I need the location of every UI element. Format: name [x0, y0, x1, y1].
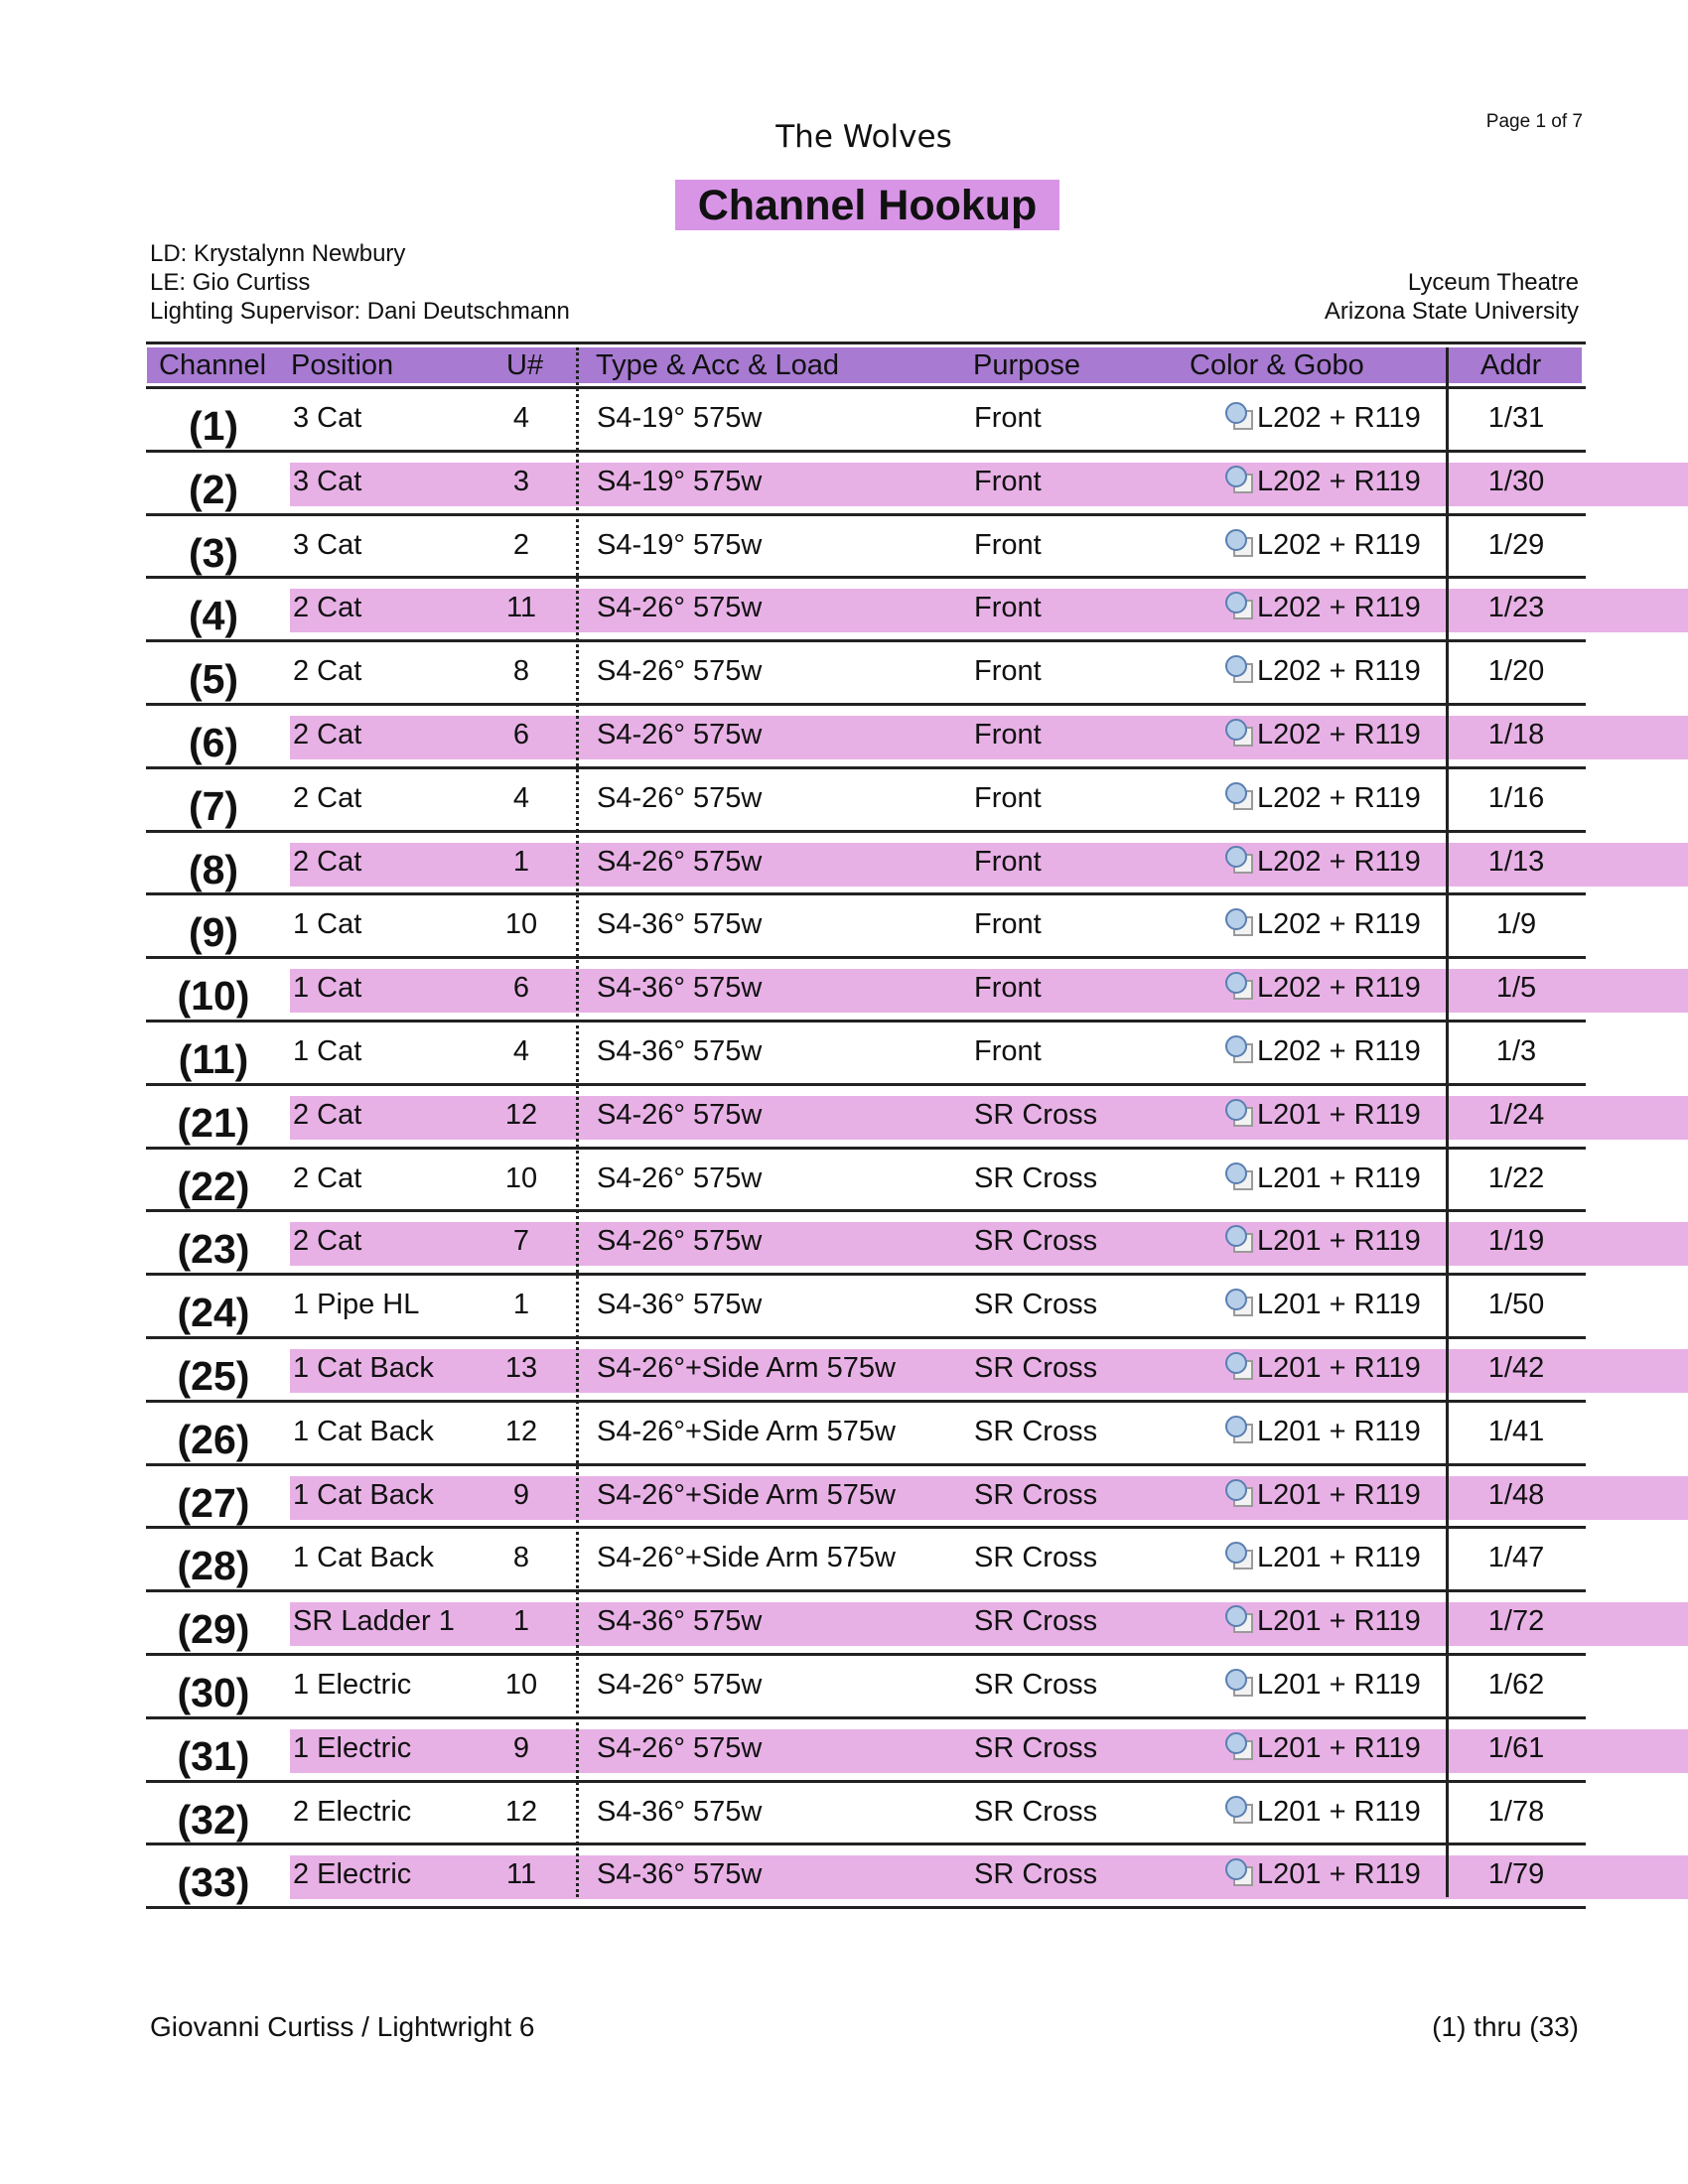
channel-number: (33) — [177, 1859, 250, 1906]
position-cell: 2 Cat — [293, 1098, 362, 1131]
color-value: L201 + R119 — [1257, 1225, 1421, 1258]
purpose-cell: SR Cross — [974, 1731, 1098, 1764]
color-cell — [1225, 1032, 1421, 1070]
channel-number: (22) — [177, 1162, 250, 1209]
color-value: L202 + R119 — [1257, 465, 1421, 497]
purpose-cell: Front — [974, 718, 1042, 751]
address-cell: 1/31 — [1487, 402, 1545, 434]
position-cell: 1 Pipe HL — [293, 1289, 420, 1321]
color-cell — [1225, 652, 1421, 690]
color-value: L201 + R119 — [1257, 1289, 1421, 1321]
color-swatch-icon — [1225, 846, 1255, 876]
purpose-cell: SR Cross — [974, 1542, 1098, 1574]
color-swatch-icon — [1225, 592, 1255, 621]
lighting-supervisor: Lighting Supervisor: Dani Deutschmann — [150, 298, 570, 325]
position-cell: 2 Cat — [293, 781, 362, 814]
color-value: L201 + R119 — [1257, 1098, 1421, 1131]
type-cell: S4-26° 575w — [597, 1098, 763, 1131]
position-cell: 3 Cat — [293, 465, 362, 497]
unit-cell: 12 — [504, 1415, 538, 1447]
table-row — [146, 386, 1586, 450]
color-value: L201 + R119 — [1257, 1858, 1421, 1891]
address-cell: 1/42 — [1487, 1351, 1545, 1384]
address-cell: 1/61 — [1487, 1731, 1545, 1764]
table-row — [146, 576, 1586, 639]
unit-cell: 10 — [504, 1161, 538, 1194]
type-cell: S4-19° 575w — [597, 528, 763, 561]
unit-cell: 6 — [512, 972, 530, 1005]
color-value: L202 + R119 — [1257, 845, 1421, 878]
address-cell: 1/23 — [1487, 592, 1545, 624]
color-swatch-icon — [1225, 1035, 1255, 1065]
color-swatch-icon — [1225, 402, 1255, 432]
color-cell — [1225, 843, 1421, 881]
venue-name: Lyceum Theatre — [1407, 269, 1579, 296]
color-swatch-icon — [1225, 1605, 1255, 1635]
purpose-cell: SR Cross — [974, 1289, 1098, 1321]
table-row — [146, 1526, 1586, 1589]
color-cell — [1225, 1096, 1421, 1134]
color-cell — [1225, 1666, 1421, 1704]
unit-cell: 4 — [512, 781, 530, 814]
position-cell: 1 Cat — [293, 972, 362, 1005]
color-value: L201 + R119 — [1257, 1605, 1421, 1638]
purpose-cell: SR Cross — [974, 1795, 1098, 1828]
channel-number: (28) — [177, 1543, 250, 1589]
color-value: L202 + R119 — [1257, 655, 1421, 688]
purpose-cell: SR Cross — [974, 1478, 1098, 1511]
type-cell: S4-26° 575w — [597, 1668, 763, 1701]
table-row — [146, 1336, 1586, 1400]
address-cell: 1/3 — [1495, 1034, 1537, 1067]
type-cell: S4-26°+Side Arm 575w — [597, 1351, 896, 1384]
unit-cell: 8 — [512, 1542, 530, 1574]
type-cell: S4-19° 575w — [597, 465, 763, 497]
address-cell: 1/48 — [1487, 1478, 1545, 1511]
table-top-rule — [146, 341, 1586, 344]
channel-number: (27) — [177, 1479, 250, 1526]
column-header-purpose: Purpose — [973, 349, 1081, 381]
purpose-cell: Front — [974, 845, 1042, 878]
unit-cell: 1 — [512, 1605, 530, 1638]
table-row — [146, 1780, 1586, 1843]
position-cell: 3 Cat — [293, 402, 362, 434]
channel-number: (11) — [178, 1035, 249, 1082]
color-swatch-icon — [1225, 1225, 1255, 1255]
color-cell — [1225, 463, 1421, 500]
position-cell: 1 Electric — [293, 1668, 412, 1701]
color-value: L202 + R119 — [1257, 718, 1421, 751]
unit-cell: 11 — [505, 592, 537, 624]
channel-number: (1) — [188, 403, 239, 449]
position-cell: 1 Cat Back — [293, 1351, 434, 1384]
color-swatch-icon — [1225, 1289, 1255, 1318]
purpose-cell: SR Cross — [974, 1225, 1098, 1258]
position-cell: 1 Cat Back — [293, 1415, 434, 1447]
credits-block — [150, 239, 570, 326]
color-swatch-icon — [1225, 1416, 1255, 1445]
color-cell — [1225, 1222, 1421, 1260]
position-cell: SR Ladder 1 — [293, 1605, 455, 1638]
footer-range: (1) thru (33) — [1432, 2011, 1579, 2042]
color-value: L201 + R119 — [1257, 1415, 1421, 1447]
table-row — [146, 1716, 1586, 1780]
unit-cell: 3 — [512, 465, 530, 497]
channel-number: (24) — [177, 1290, 250, 1336]
color-value: L202 + R119 — [1257, 1034, 1421, 1067]
unit-cell: 1 — [512, 845, 530, 878]
color-value: L202 + R119 — [1257, 592, 1421, 624]
table-row — [146, 1463, 1586, 1527]
channel-number: (4) — [188, 593, 239, 639]
purpose-cell: SR Cross — [974, 1605, 1098, 1638]
address-cell: 1/62 — [1487, 1668, 1545, 1701]
type-cell: S4-26° 575w — [597, 845, 763, 878]
type-cell: S4-26° 575w — [597, 1731, 763, 1764]
purpose-cell: Front — [974, 465, 1042, 497]
color-swatch-icon — [1225, 1099, 1255, 1129]
table-row — [146, 1209, 1586, 1273]
position-cell: 2 Cat — [293, 1161, 362, 1194]
color-value: L201 + R119 — [1257, 1542, 1421, 1574]
table-row — [146, 1400, 1586, 1463]
table-row — [146, 1589, 1586, 1653]
unit-cell: 6 — [512, 718, 530, 751]
color-swatch-icon — [1225, 655, 1255, 685]
color-value: L201 + R119 — [1257, 1478, 1421, 1511]
color-value: L202 + R119 — [1257, 908, 1421, 941]
type-cell: S4-26°+Side Arm 575w — [597, 1542, 896, 1574]
channel-number: (6) — [188, 719, 239, 765]
address-cell: 1/13 — [1487, 845, 1545, 878]
purpose-cell: Front — [974, 1034, 1042, 1067]
institution-name: Arizona State University — [1324, 298, 1579, 325]
channel-number: (10) — [177, 973, 250, 1020]
channel-number: (8) — [188, 846, 239, 892]
purpose-cell: Front — [974, 402, 1042, 434]
purpose-cell: Front — [974, 592, 1042, 624]
color-value: L201 + R119 — [1257, 1161, 1421, 1194]
color-value: L202 + R119 — [1257, 402, 1421, 434]
color-swatch-icon — [1225, 1732, 1255, 1762]
color-swatch-icon — [1225, 719, 1255, 749]
address-cell: 1/78 — [1487, 1795, 1545, 1828]
position-cell: 2 Electric — [293, 1795, 412, 1828]
address-cell: 1/30 — [1487, 465, 1545, 497]
color-cell — [1225, 1539, 1421, 1576]
address-cell: 1/29 — [1487, 528, 1545, 561]
purpose-cell: SR Cross — [974, 1668, 1098, 1701]
color-swatch-icon — [1225, 1858, 1255, 1888]
table-row — [146, 766, 1586, 830]
address-cell: 1/24 — [1487, 1098, 1545, 1131]
column-divider-dotted — [576, 347, 579, 1897]
position-cell: 2 Cat — [293, 1225, 362, 1258]
channel-number: (32) — [177, 1796, 250, 1843]
color-cell — [1225, 1349, 1421, 1387]
table-row — [146, 1653, 1586, 1716]
color-cell — [1225, 1855, 1421, 1893]
channel-number: (25) — [177, 1352, 250, 1399]
type-cell: S4-36° 575w — [597, 1034, 763, 1067]
unit-cell: 10 — [504, 1668, 538, 1701]
page-number: Page 1 of 7 — [1485, 111, 1583, 132]
color-value: L201 + R119 — [1257, 1668, 1421, 1701]
channel-number: (26) — [177, 1416, 250, 1462]
table-header — [147, 347, 1582, 383]
position-cell: 2 Cat — [293, 718, 362, 751]
type-cell: S4-26°+Side Arm 575w — [597, 1478, 896, 1511]
color-value: L201 + R119 — [1257, 1795, 1421, 1828]
channel-number: (30) — [177, 1669, 250, 1715]
table-row — [146, 1843, 1586, 1909]
type-cell: S4-26° 575w — [597, 1225, 763, 1258]
hookup-table-body — [146, 386, 1586, 1909]
purpose-cell: Front — [974, 781, 1042, 814]
address-cell: 1/18 — [1487, 718, 1545, 751]
color-swatch-icon — [1225, 782, 1255, 812]
color-swatch-icon — [1225, 1542, 1255, 1571]
channel-number: (7) — [188, 782, 239, 829]
lighting-electrician: LE: Gio Curtiss — [150, 269, 311, 296]
table-row — [146, 892, 1586, 956]
purpose-cell: SR Cross — [974, 1161, 1098, 1194]
table-row — [146, 1083, 1586, 1147]
address-cell: 1/5 — [1495, 972, 1537, 1005]
address-cell: 1/19 — [1487, 1225, 1545, 1258]
column-header-type: Type & Acc & Load — [596, 349, 840, 381]
unit-cell: 9 — [512, 1731, 530, 1764]
address-cell: 1/79 — [1487, 1858, 1545, 1891]
address-cell: 1/9 — [1495, 908, 1537, 941]
show-title: The Wolves — [775, 119, 952, 155]
table-row — [146, 1020, 1586, 1083]
color-value: L201 + R119 — [1257, 1351, 1421, 1384]
address-cell: 1/22 — [1487, 1161, 1545, 1194]
unit-cell: 4 — [512, 402, 530, 434]
color-value: L202 + R119 — [1257, 972, 1421, 1005]
position-cell: 1 Cat Back — [293, 1478, 434, 1511]
channel-number: (3) — [188, 529, 239, 576]
color-swatch-icon — [1225, 1669, 1255, 1699]
color-swatch-icon — [1225, 1162, 1255, 1192]
type-cell: S4-26°+Side Arm 575w — [597, 1415, 896, 1447]
type-cell: S4-36° 575w — [597, 908, 763, 941]
color-cell — [1225, 905, 1421, 943]
type-cell: S4-36° 575w — [597, 1289, 763, 1321]
channel-number: (23) — [177, 1226, 250, 1273]
color-swatch-icon — [1225, 1796, 1255, 1826]
table-row — [146, 1273, 1586, 1336]
color-cell — [1225, 1602, 1421, 1640]
purpose-cell: Front — [974, 528, 1042, 561]
color-cell — [1225, 779, 1421, 817]
purpose-cell: SR Cross — [974, 1415, 1098, 1447]
unit-cell: 11 — [505, 1858, 537, 1891]
type-cell: S4-26° 575w — [597, 718, 763, 751]
table-row — [146, 513, 1586, 577]
color-cell — [1225, 716, 1421, 753]
color-value: L202 + R119 — [1257, 528, 1421, 561]
channel-number: (21) — [177, 1099, 250, 1146]
type-cell: S4-36° 575w — [597, 972, 763, 1005]
table-row — [146, 830, 1586, 893]
channel-number: (2) — [188, 466, 239, 512]
color-cell — [1225, 1476, 1421, 1514]
color-cell — [1225, 969, 1421, 1007]
type-cell: S4-19° 575w — [597, 402, 763, 434]
unit-cell: 2 — [512, 528, 530, 561]
purpose-cell: Front — [974, 908, 1042, 941]
venue-block — [1325, 268, 1579, 326]
document-title: Channel Hookup — [675, 180, 1059, 230]
position-cell: 2 Electric — [293, 1858, 412, 1891]
color-cell — [1225, 1793, 1421, 1831]
color-value: L201 + R119 — [1257, 1731, 1421, 1764]
table-row — [146, 956, 1586, 1020]
column-header-position: Position — [291, 349, 394, 381]
column-header-addr: Addr — [1480, 349, 1542, 381]
color-value: L202 + R119 — [1257, 781, 1421, 814]
type-cell: S4-26° 575w — [597, 655, 763, 688]
color-cell — [1225, 1413, 1421, 1450]
column-header-unit: U# — [506, 349, 544, 381]
type-cell: S4-26° 575w — [597, 1161, 763, 1194]
color-cell — [1225, 526, 1421, 564]
column-header-color: Color & Gobo — [1190, 349, 1364, 381]
unit-cell: 9 — [512, 1478, 530, 1511]
channel-number: (5) — [188, 656, 239, 703]
address-cell: 1/47 — [1487, 1542, 1545, 1574]
position-cell: 2 Cat — [293, 655, 362, 688]
color-cell — [1225, 399, 1421, 437]
unit-cell: 4 — [512, 1034, 530, 1067]
table-row — [146, 1147, 1586, 1210]
color-cell — [1225, 1286, 1421, 1323]
unit-cell: 13 — [504, 1351, 538, 1384]
column-header-channel: Channel — [159, 349, 267, 381]
address-cell: 1/41 — [1487, 1415, 1545, 1447]
type-cell: S4-26° 575w — [597, 592, 763, 624]
color-swatch-icon — [1225, 972, 1255, 1002]
position-cell: 1 Cat — [293, 908, 362, 941]
position-cell: 2 Cat — [293, 845, 362, 878]
address-cell: 1/72 — [1487, 1605, 1545, 1638]
purpose-cell: SR Cross — [974, 1351, 1098, 1384]
purpose-cell: Front — [974, 655, 1042, 688]
address-cell: 1/20 — [1487, 655, 1545, 688]
channel-number: (31) — [177, 1732, 250, 1779]
type-cell: S4-36° 575w — [597, 1605, 763, 1638]
unit-cell: 8 — [512, 655, 530, 688]
channel-number: (29) — [177, 1606, 250, 1653]
address-cell: 1/16 — [1487, 781, 1545, 814]
unit-cell: 1 — [512, 1289, 530, 1321]
unit-cell: 7 — [512, 1225, 530, 1258]
purpose-cell: SR Cross — [974, 1858, 1098, 1891]
unit-cell: 10 — [504, 908, 538, 941]
table-row — [146, 450, 1586, 513]
table-row — [146, 639, 1586, 703]
color-swatch-icon — [1225, 529, 1255, 559]
type-cell: S4-36° 575w — [597, 1795, 763, 1828]
color-swatch-icon — [1225, 466, 1255, 495]
lighting-designer: LD: Krystalynn Newbury — [150, 240, 406, 267]
footer-author: Giovanni Curtiss / Lightwright 6 — [150, 2011, 535, 2042]
unit-cell: 12 — [504, 1098, 538, 1131]
position-cell: 1 Electric — [293, 1731, 412, 1764]
channel-number: (9) — [188, 909, 239, 956]
color-swatch-icon — [1225, 1352, 1255, 1382]
purpose-cell: Front — [974, 972, 1042, 1005]
color-swatch-icon — [1225, 1479, 1255, 1509]
table-row — [146, 703, 1586, 766]
color-cell — [1225, 1729, 1421, 1767]
column-divider-solid — [1446, 347, 1449, 1897]
type-cell: S4-36° 575w — [597, 1858, 763, 1891]
color-cell — [1225, 1160, 1421, 1197]
color-cell — [1225, 589, 1421, 626]
position-cell: 3 Cat — [293, 528, 362, 561]
purpose-cell: SR Cross — [974, 1098, 1098, 1131]
position-cell: 1 Cat Back — [293, 1542, 434, 1574]
position-cell: 2 Cat — [293, 592, 362, 624]
position-cell: 1 Cat — [293, 1034, 362, 1067]
color-swatch-icon — [1225, 908, 1255, 938]
address-cell: 1/50 — [1487, 1289, 1545, 1321]
type-cell: S4-26° 575w — [597, 781, 763, 814]
unit-cell: 12 — [504, 1795, 538, 1828]
